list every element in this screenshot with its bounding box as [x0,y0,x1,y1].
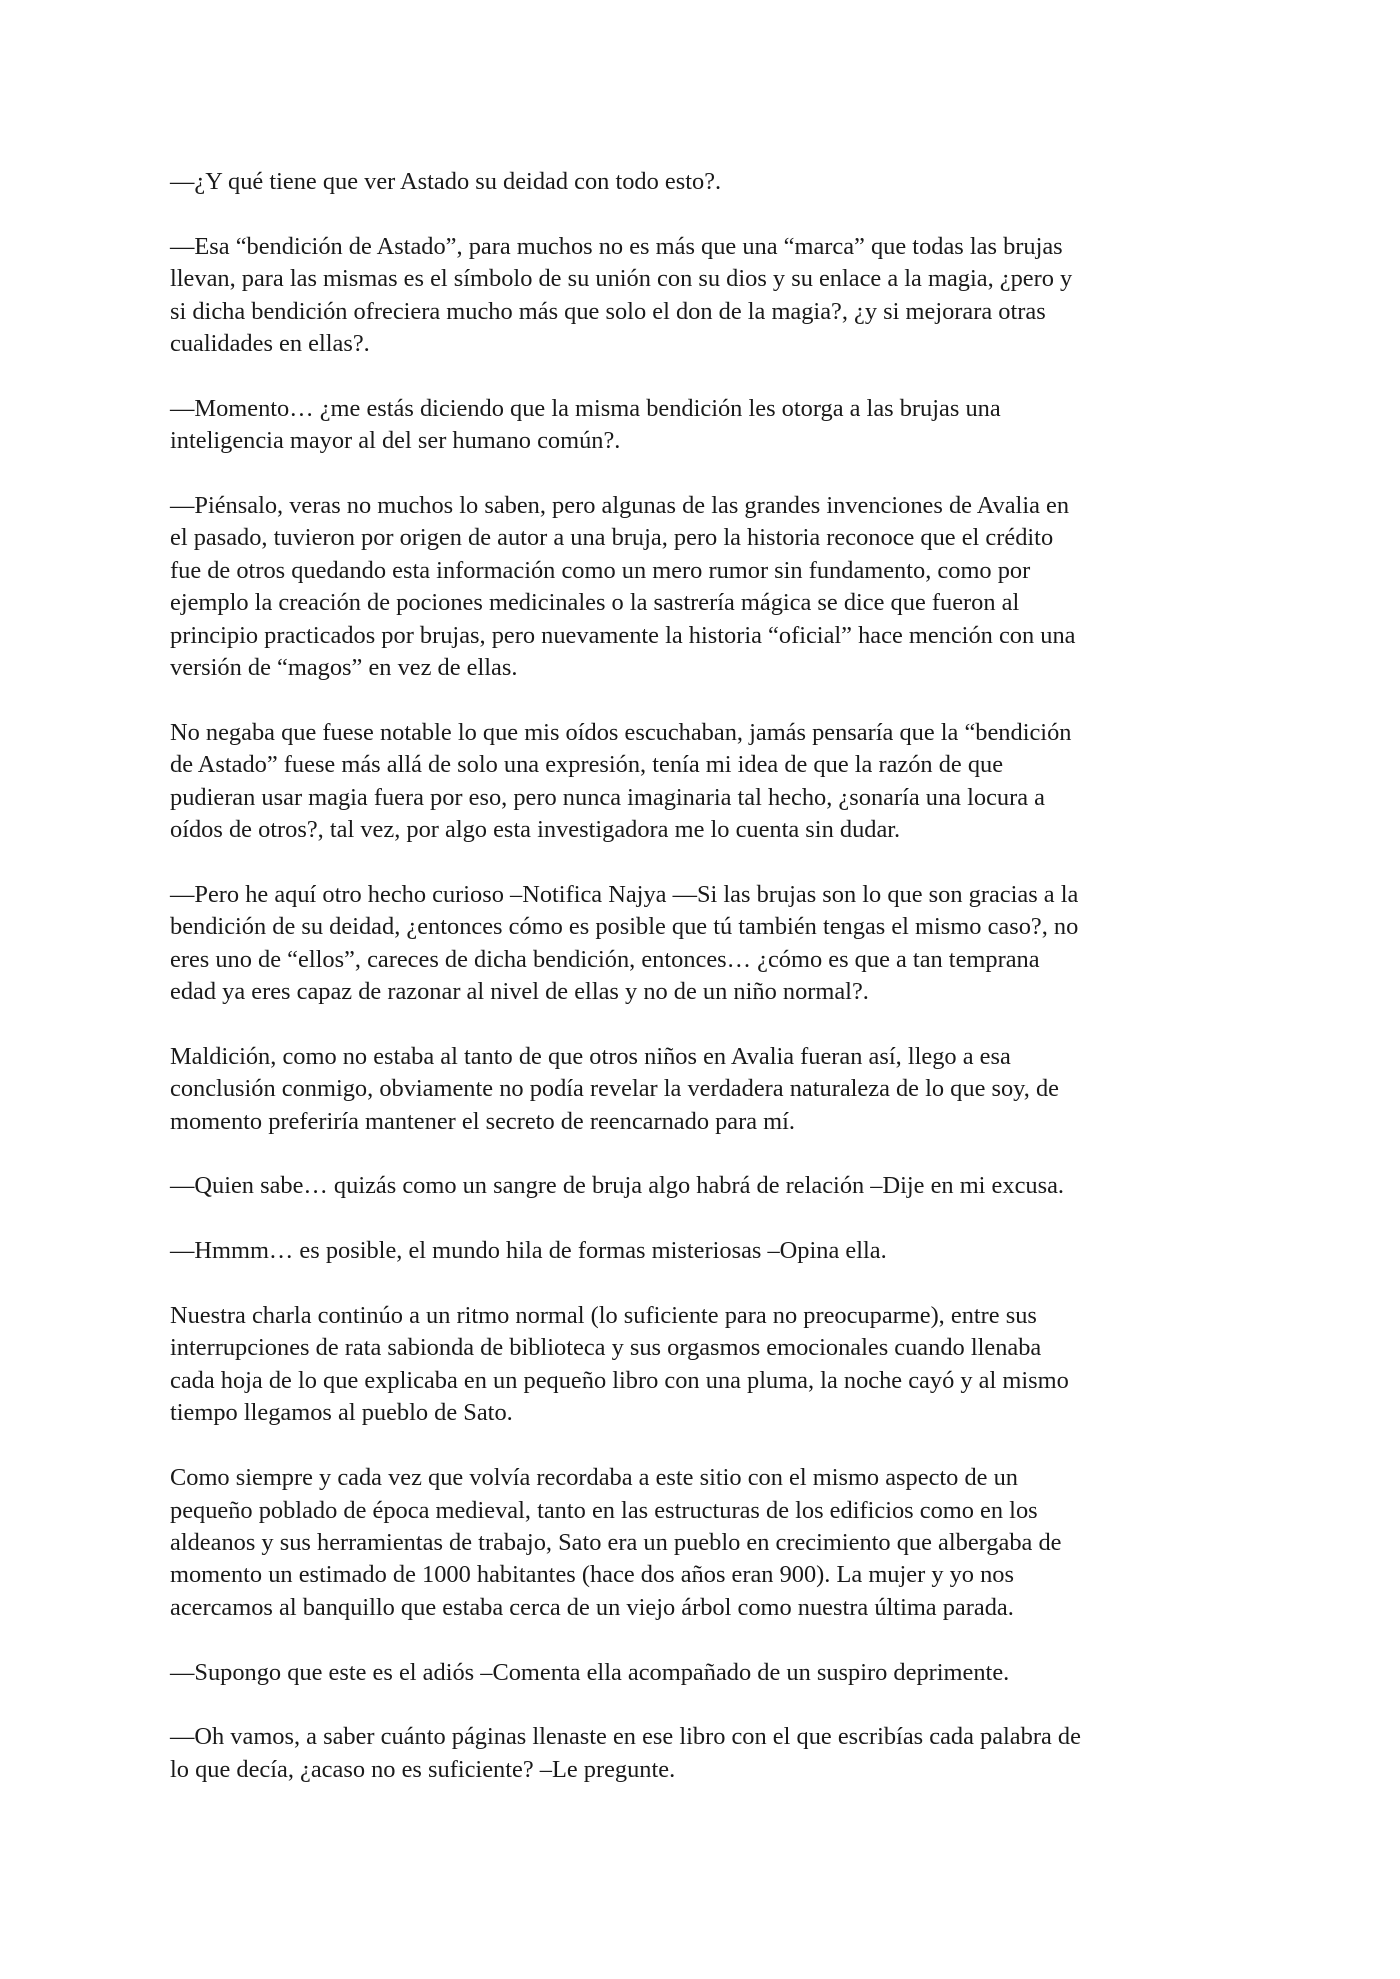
paragraph: Maldición, como no estaba al tanto de que otros niños en Avalia fueran así, llego a esa conclusión conmigo, obviamente no podía revelar la verdadera naturaleza de lo que soy, de momento preferiría mantener el secreto de reencarnado para mí. [170,1042,1060,1135]
paragraph: —Esa “bendición de Astado”, para muchos no es más que una “marca” que todas las brujas llevan, para las mismas es el símbolo de su unión con su dios y su enlace a la magia, ¿pero y si dicha bendición ofreciera mucho más que solo el don de la magia?, ¿y si mejorara otras cualidades en ellas?. [170,232,1073,358]
paragraph: —Piénsalo, veras no muchos lo saben, pero algunas de las grandes invenciones de Avalia en el pasado, tuvieron por origen de autor a una bruja, pero la historia reconoce que el crédito fue de otros quedando esta información como un mero rumor sin fundamento, como por ejemplo la creación de pociones medicinales o la sastrería mágica se dice que fueron al principio practicados por brujas, pero nuevamente la historia “oficial” hace mención con una versión de “magos” en vez de ellas. [170,492,1076,682]
document-body [170,166,1232,1819]
paragraph: —Supongo que este es el adiós –Comenta ella acompañado de un suspiro deprimente. [170,1658,1010,1686]
paragraph: —¿Y qué tiene que ver Astado su deidad con todo esto?. [170,168,722,195]
paragraph: No negaba que fuese notable lo que mis oídos escuchaban, jamás pensaría que la “bendición de Astado” fuese más allá de solo una expresión, tenía mi idea de que la razón de que pudieran usar magia fuera por eso, pero nunca imaginaria tal hecho, ¿sonaría una locura a oídos de otros?, tal vez, por algo esta investigadora me lo cuenta sin dudar. [170,718,1072,844]
paragraph: —Oh vamos, a saber cuánto páginas llenaste en ese libro con el que escribías cada palabra de lo que decía, ¿acaso no es suficiente? –Le pregunte. [170,1723,1081,1783]
paragraph: —Pero he aquí otro hecho curioso –Notifica Najya —Si las brujas son lo que son gracias a la bendición de su deidad, ¿entonces cómo es posible que tú también tengas el mismo caso?, no eres uno de “ellos”, careces de dicha bendición, entonces… ¿cómo es que a tan temprana edad ya eres capaz de razonar al nivel de ellas y no de un niño normal?. [170,880,1079,1006]
paragraph: Nuestra charla continúo a un ritmo normal (lo suficiente para no preocuparme), entre sus interrupciones de rata sabionda de biblioteca y sus orgasmos emocionales cuando llenaba cada hoja de lo que explicaba en un pequeño libro con una pluma, la noche cayó y al mismo tiempo llegamos al pueblo de Sato. [170,1302,1069,1427]
paragraph: —Quien sabe… quizás como un sangre de bruja algo habrá de relación –Dije en mi excusa. [170,1172,1065,1200]
paragraph: —Momento… ¿me estás diciendo que la misma bendición les otorga a las brujas una inteligencia mayor al del ser humano común?. [170,394,1001,455]
paragraph: —Hmmm… es posible, el mundo hila de formas misteriosas –Opina ella. [170,1237,887,1265]
paragraph: Como siempre y cada vez que volvía recordaba a este sitio con el mismo aspecto de un pequeño poblado de época medieval, tanto en las estructuras de los edificios como en los aldeanos y sus herramientas de trabajo, Sato era un pueblo en crecimiento que albergaba de momento un estimado de 1000 habitantes (hace dos años eran 900). La mujer y yo nos acercamos al banquillo que estaba cerca de un viejo árbol como nuestra última parada. [170,1464,1062,1621]
